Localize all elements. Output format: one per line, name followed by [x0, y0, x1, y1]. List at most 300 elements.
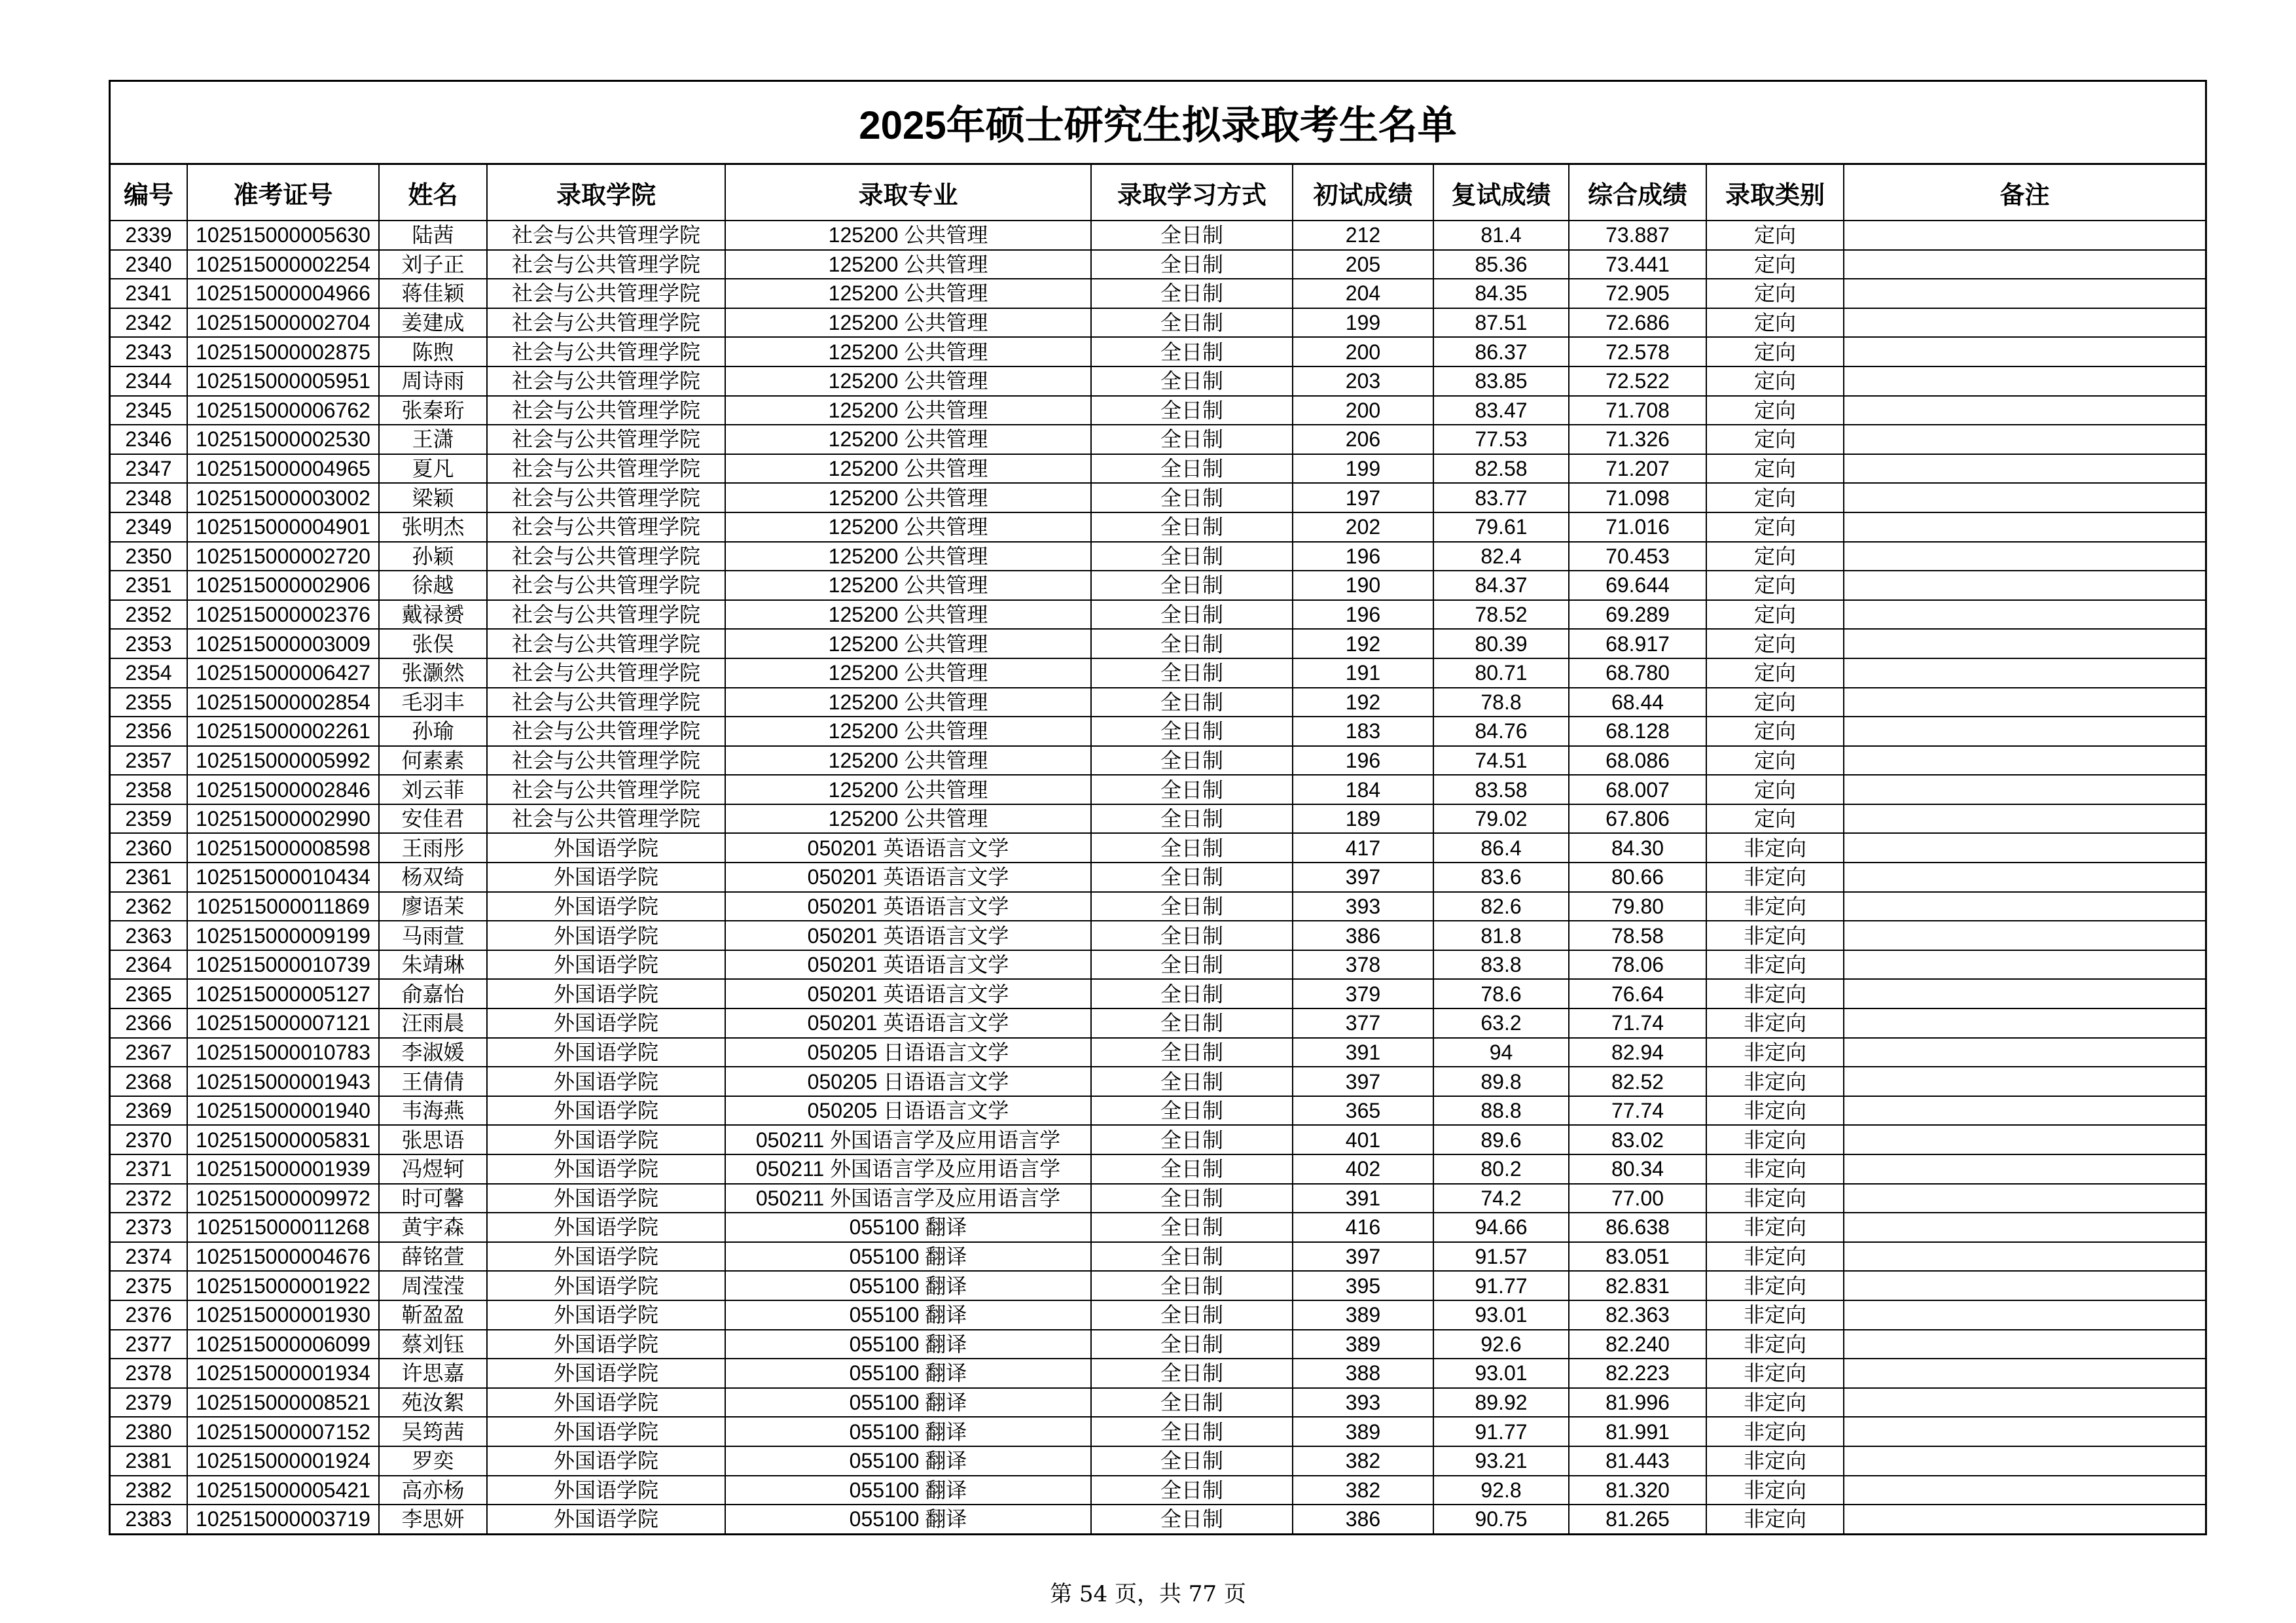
- cell-total-score: 73.887: [1569, 221, 1706, 250]
- cell-initial-score: 386: [1293, 921, 1433, 950]
- cell-college: 社会与公共管理学院: [487, 366, 725, 396]
- cell-retest-score: 80.39: [1433, 629, 1569, 658]
- cell-major: 050201 英语语言文学: [725, 833, 1091, 863]
- cell-college: 社会与公共管理学院: [487, 600, 725, 630]
- cell-major: 055100 翻译: [725, 1417, 1091, 1446]
- cell-name: 周滢滢: [379, 1271, 487, 1300]
- cell-category: 定向: [1706, 221, 1844, 250]
- cell-major: 055100 翻译: [725, 1271, 1091, 1300]
- cell-total-score: 71.098: [1569, 483, 1706, 512]
- cell-major: 055100 翻译: [725, 1446, 1091, 1476]
- cell-remarks: [1844, 658, 2205, 688]
- cell-retest-score: 93.21: [1433, 1446, 1569, 1476]
- cell-study-mode: 全日制: [1091, 1067, 1293, 1096]
- cell-name: 韦海燕: [379, 1096, 487, 1126]
- cell-initial-score: 416: [1293, 1213, 1433, 1242]
- cell-initial-score: 378: [1293, 950, 1433, 980]
- cell-college: 社会与公共管理学院: [487, 571, 725, 600]
- cell-initial-score: 189: [1293, 804, 1433, 834]
- table-row: [111, 1213, 2205, 1242]
- cell-college: 外国语学院: [487, 1125, 725, 1154]
- cell-exam-id: 102515000003002: [187, 483, 379, 512]
- cell-exam-id: 102515000007152: [187, 1417, 379, 1446]
- table-row: [111, 396, 2205, 425]
- cell-total-score: 81.320: [1569, 1476, 1706, 1505]
- cell-initial-score: 388: [1293, 1359, 1433, 1388]
- cell-initial-score: 417: [1293, 833, 1433, 863]
- cell-major: 125200 公共管理: [725, 688, 1091, 717]
- cell-total-score: 72.686: [1569, 308, 1706, 338]
- cell-major: 125200 公共管理: [725, 337, 1091, 366]
- cell-initial-score: 401: [1293, 1125, 1433, 1154]
- cell-college: 社会与公共管理学院: [487, 279, 725, 308]
- table-row: [111, 863, 2205, 892]
- cell-name: 姜建成: [379, 308, 487, 338]
- cell-retest-score: 86.37: [1433, 337, 1569, 366]
- cell-category: 定向: [1706, 483, 1844, 512]
- cell-name: 时可馨: [379, 1184, 487, 1213]
- cell-name: 俞嘉怡: [379, 979, 487, 1008]
- cell-name: 廖语茉: [379, 892, 487, 921]
- cell-number: 2379: [111, 1388, 187, 1418]
- cell-major: 055100 翻译: [725, 1300, 1091, 1330]
- cell-category: 定向: [1706, 775, 1844, 804]
- cell-study-mode: 全日制: [1091, 892, 1293, 921]
- cell-number: 2378: [111, 1359, 187, 1388]
- cell-college: 外国语学院: [487, 1242, 725, 1272]
- cell-exam-id: 102515000004901: [187, 512, 379, 542]
- cell-number: 2372: [111, 1184, 187, 1213]
- cell-total-score: 80.66: [1569, 863, 1706, 892]
- cell-major: 050201 英语语言文学: [725, 863, 1091, 892]
- cell-retest-score: 84.37: [1433, 571, 1569, 600]
- cell-exam-id: 102515000008521: [187, 1388, 379, 1418]
- cell-retest-score: 88.8: [1433, 1096, 1569, 1126]
- cell-remarks: [1844, 804, 2205, 834]
- cell-exam-id: 102515000010783: [187, 1038, 379, 1067]
- cell-exam-id: 102515000005421: [187, 1476, 379, 1505]
- cell-study-mode: 全日制: [1091, 1271, 1293, 1300]
- cell-number: 2375: [111, 1271, 187, 1300]
- cell-category: 定向: [1706, 717, 1844, 746]
- cell-category: 非定向: [1706, 1008, 1844, 1038]
- cell-study-mode: 全日制: [1091, 337, 1293, 366]
- cell-retest-score: 85.36: [1433, 250, 1569, 279]
- cell-category: 非定向: [1706, 1213, 1844, 1242]
- cell-name: 朱靖琳: [379, 950, 487, 980]
- cell-remarks: [1844, 1038, 2205, 1067]
- cell-study-mode: 全日制: [1091, 1242, 1293, 1272]
- cell-exam-id: 102515000002261: [187, 717, 379, 746]
- cell-number: 2371: [111, 1154, 187, 1184]
- admission-table: [111, 165, 2205, 1533]
- table-row: [111, 804, 2205, 834]
- cell-college: 社会与公共管理学院: [487, 337, 725, 366]
- cell-name: 安佳君: [379, 804, 487, 834]
- cell-category: 定向: [1706, 454, 1844, 484]
- cell-exam-id: 102515000002254: [187, 250, 379, 279]
- cell-college: 社会与公共管理学院: [487, 658, 725, 688]
- cell-category: 非定向: [1706, 833, 1844, 863]
- cell-remarks: [1844, 717, 2205, 746]
- cell-major: 055100 翻译: [725, 1213, 1091, 1242]
- cell-initial-score: 192: [1293, 688, 1433, 717]
- cell-initial-score: 197: [1293, 483, 1433, 512]
- cell-category: 非定向: [1706, 1476, 1844, 1505]
- cell-name: 张明杰: [379, 512, 487, 542]
- cell-remarks: [1844, 688, 2205, 717]
- cell-retest-score: 83.6: [1433, 863, 1569, 892]
- cell-name: 罗奕: [379, 1446, 487, 1476]
- cell-study-mode: 全日制: [1091, 921, 1293, 950]
- cell-number: 2377: [111, 1330, 187, 1359]
- cell-study-mode: 全日制: [1091, 308, 1293, 338]
- cell-retest-score: 77.53: [1433, 425, 1569, 454]
- cell-exam-id: 102515000002530: [187, 425, 379, 454]
- cell-retest-score: 63.2: [1433, 1008, 1569, 1038]
- cell-major: 050201 英语语言文学: [725, 950, 1091, 980]
- cell-retest-score: 82.6: [1433, 892, 1569, 921]
- cell-exam-id: 102515000009199: [187, 921, 379, 950]
- cell-category: 定向: [1706, 308, 1844, 338]
- table-row: [111, 1271, 2205, 1300]
- cell-total-score: 86.638: [1569, 1213, 1706, 1242]
- cell-name: 刘云菲: [379, 775, 487, 804]
- cell-name: 马雨萱: [379, 921, 487, 950]
- cell-category: 非定向: [1706, 892, 1844, 921]
- cell-initial-score: 199: [1293, 308, 1433, 338]
- cell-retest-score: 83.8: [1433, 950, 1569, 980]
- cell-remarks: [1844, 892, 2205, 921]
- cell-remarks: [1844, 1359, 2205, 1388]
- cell-category: 非定向: [1706, 950, 1844, 980]
- cell-total-score: 69.644: [1569, 571, 1706, 600]
- table-row: [111, 512, 2205, 542]
- cell-remarks: [1844, 1008, 2205, 1038]
- cell-total-score: 81.265: [1569, 1505, 1706, 1533]
- cell-category: 非定向: [1706, 1096, 1844, 1126]
- table-row: [111, 921, 2205, 950]
- header-remarks: 备注: [1844, 165, 2205, 221]
- cell-exam-id: 102515000006762: [187, 396, 379, 425]
- cell-major: 050205 日语语言文学: [725, 1096, 1091, 1126]
- cell-major: 125200 公共管理: [725, 279, 1091, 308]
- cell-remarks: [1844, 1125, 2205, 1154]
- table-row: [111, 366, 2205, 396]
- cell-study-mode: 全日制: [1091, 366, 1293, 396]
- cell-retest-score: 89.8: [1433, 1067, 1569, 1096]
- cell-retest-score: 86.4: [1433, 833, 1569, 863]
- cell-category: 非定向: [1706, 1067, 1844, 1096]
- cell-study-mode: 全日制: [1091, 1476, 1293, 1505]
- cell-study-mode: 全日制: [1091, 1359, 1293, 1388]
- cell-name: 李思妍: [379, 1505, 487, 1533]
- cell-number: 2340: [111, 250, 187, 279]
- cell-category: 定向: [1706, 629, 1844, 658]
- cell-name: 何素素: [379, 746, 487, 776]
- cell-number: 2351: [111, 571, 187, 600]
- cell-exam-id: 102515000002906: [187, 571, 379, 600]
- cell-number: 2367: [111, 1038, 187, 1067]
- cell-total-score: 69.289: [1569, 600, 1706, 630]
- cell-study-mode: 全日制: [1091, 221, 1293, 250]
- cell-college: 外国语学院: [487, 1330, 725, 1359]
- cell-remarks: [1844, 571, 2205, 600]
- cell-retest-score: 81.8: [1433, 921, 1569, 950]
- cell-retest-score: 93.01: [1433, 1300, 1569, 1330]
- cell-remarks: [1844, 1067, 2205, 1096]
- cell-initial-score: 393: [1293, 1388, 1433, 1418]
- cell-retest-score: 83.47: [1433, 396, 1569, 425]
- cell-name: 薛铭萱: [379, 1242, 487, 1272]
- cell-number: 2341: [111, 279, 187, 308]
- cell-remarks: [1844, 1154, 2205, 1184]
- cell-initial-score: 190: [1293, 571, 1433, 600]
- cell-initial-score: 183: [1293, 717, 1433, 746]
- cell-study-mode: 全日制: [1091, 1330, 1293, 1359]
- cell-college: 社会与公共管理学院: [487, 425, 725, 454]
- cell-major: 050205 日语语言文学: [725, 1067, 1091, 1096]
- cell-remarks: [1844, 775, 2205, 804]
- cell-total-score: 72.522: [1569, 366, 1706, 396]
- cell-category: 非定向: [1706, 1446, 1844, 1476]
- cell-college: 外国语学院: [487, 1505, 725, 1533]
- cell-retest-score: 78.6: [1433, 979, 1569, 1008]
- cell-number: 2370: [111, 1125, 187, 1154]
- table-row: [111, 600, 2205, 630]
- cell-exam-id: 102515000002720: [187, 542, 379, 571]
- cell-name: 陆茜: [379, 221, 487, 250]
- table-row: [111, 746, 2205, 776]
- cell-college: 外国语学院: [487, 1213, 725, 1242]
- cell-exam-id: 102515000005127: [187, 979, 379, 1008]
- cell-college: 社会与公共管理学院: [487, 746, 725, 776]
- header-retest-score: 复试成绩: [1433, 165, 1569, 221]
- cell-exam-id: 102515000005992: [187, 746, 379, 776]
- cell-exam-id: 102515000003009: [187, 629, 379, 658]
- cell-number: 2347: [111, 454, 187, 484]
- cell-initial-score: 203: [1293, 366, 1433, 396]
- cell-retest-score: 78.8: [1433, 688, 1569, 717]
- header-initial-score: 初试成绩: [1293, 165, 1433, 221]
- cell-major: 125200 公共管理: [725, 250, 1091, 279]
- table-row: [111, 483, 2205, 512]
- table-header-row: [111, 165, 2205, 221]
- table-row: [111, 979, 2205, 1008]
- cell-college: 外国语学院: [487, 1271, 725, 1300]
- table-row: [111, 1300, 2205, 1330]
- cell-exam-id: 102515000001943: [187, 1067, 379, 1096]
- cell-category: 定向: [1706, 425, 1844, 454]
- cell-remarks: [1844, 512, 2205, 542]
- header-category: 录取类别: [1706, 165, 1844, 221]
- cell-remarks: [1844, 221, 2205, 250]
- cell-college: 社会与公共管理学院: [487, 542, 725, 571]
- cell-total-score: 78.06: [1569, 950, 1706, 980]
- cell-total-score: 72.578: [1569, 337, 1706, 366]
- cell-study-mode: 全日制: [1091, 863, 1293, 892]
- cell-total-score: 68.917: [1569, 629, 1706, 658]
- cell-total-score: 81.991: [1569, 1417, 1706, 1446]
- cell-total-score: 82.52: [1569, 1067, 1706, 1096]
- cell-exam-id: 102515000005831: [187, 1125, 379, 1154]
- cell-college: 外国语学院: [487, 1417, 725, 1446]
- table-row: [111, 717, 2205, 746]
- cell-total-score: 71.207: [1569, 454, 1706, 484]
- cell-exam-id: 102515000006099: [187, 1330, 379, 1359]
- cell-exam-id: 102515000001939: [187, 1154, 379, 1184]
- cell-category: 定向: [1706, 366, 1844, 396]
- cell-study-mode: 全日制: [1091, 396, 1293, 425]
- table-row: [111, 1184, 2205, 1213]
- cell-remarks: [1844, 366, 2205, 396]
- cell-name: 王雨彤: [379, 833, 487, 863]
- cell-number: 2383: [111, 1505, 187, 1533]
- cell-exam-id: 102515000001922: [187, 1271, 379, 1300]
- cell-remarks: [1844, 1242, 2205, 1272]
- cell-major: 055100 翻译: [725, 1388, 1091, 1418]
- cell-retest-score: 84.76: [1433, 717, 1569, 746]
- table-row: [111, 454, 2205, 484]
- cell-major: 050201 英语语言文学: [725, 921, 1091, 950]
- cell-remarks: [1844, 454, 2205, 484]
- cell-total-score: 83.051: [1569, 1242, 1706, 1272]
- cell-name: 吴筠茜: [379, 1417, 487, 1446]
- cell-retest-score: 82.4: [1433, 542, 1569, 571]
- cell-remarks: [1844, 308, 2205, 338]
- cell-number: 2358: [111, 775, 187, 804]
- cell-number: 2363: [111, 921, 187, 950]
- table-row: [111, 950, 2205, 980]
- cell-category: 定向: [1706, 512, 1844, 542]
- cell-initial-score: 202: [1293, 512, 1433, 542]
- cell-college: 外国语学院: [487, 1184, 725, 1213]
- cell-retest-score: 93.01: [1433, 1359, 1569, 1388]
- cell-category: 定向: [1706, 337, 1844, 366]
- header-number: 编号: [111, 165, 187, 221]
- table-row: [111, 337, 2205, 366]
- cell-retest-score: 83.85: [1433, 366, 1569, 396]
- cell-total-score: 71.326: [1569, 425, 1706, 454]
- cell-name: 夏凡: [379, 454, 487, 484]
- cell-major: 125200 公共管理: [725, 804, 1091, 834]
- cell-major: 125200 公共管理: [725, 629, 1091, 658]
- cell-college: 外国语学院: [487, 1446, 725, 1476]
- cell-college: 社会与公共管理学院: [487, 629, 725, 658]
- cell-name: 许思嘉: [379, 1359, 487, 1388]
- cell-remarks: [1844, 600, 2205, 630]
- cell-initial-score: 191: [1293, 658, 1433, 688]
- table-row: [111, 1242, 2205, 1272]
- cell-category: 非定向: [1706, 1417, 1844, 1446]
- table-row: [111, 688, 2205, 717]
- cell-number: 2356: [111, 717, 187, 746]
- cell-college: 社会与公共管理学院: [487, 250, 725, 279]
- table-row: [111, 1388, 2205, 1418]
- cell-study-mode: 全日制: [1091, 658, 1293, 688]
- cell-remarks: [1844, 425, 2205, 454]
- cell-college: 社会与公共管理学院: [487, 454, 725, 484]
- cell-total-score: 84.30: [1569, 833, 1706, 863]
- cell-name: 毛羽丰: [379, 688, 487, 717]
- cell-remarks: [1844, 542, 2205, 571]
- cell-major: 125200 公共管理: [725, 746, 1091, 776]
- table-body: [111, 221, 2205, 1533]
- cell-category: 非定向: [1706, 1242, 1844, 1272]
- cell-major: 055100 翻译: [725, 1476, 1091, 1505]
- cell-remarks: [1844, 250, 2205, 279]
- cell-remarks: [1844, 337, 2205, 366]
- cell-total-score: 78.58: [1569, 921, 1706, 950]
- cell-major: 125200 公共管理: [725, 571, 1091, 600]
- cell-college: 外国语学院: [487, 979, 725, 1008]
- cell-initial-score: 184: [1293, 775, 1433, 804]
- cell-initial-score: 395: [1293, 1271, 1433, 1300]
- table-row: [111, 308, 2205, 338]
- cell-total-score: 73.441: [1569, 250, 1706, 279]
- cell-initial-score: 199: [1293, 454, 1433, 484]
- cell-major: 050211 外国语言学及应用语言学: [725, 1184, 1091, 1213]
- cell-number: 2349: [111, 512, 187, 542]
- cell-name: 张灏然: [379, 658, 487, 688]
- cell-initial-score: 397: [1293, 1067, 1433, 1096]
- cell-study-mode: 全日制: [1091, 688, 1293, 717]
- cell-remarks: [1844, 483, 2205, 512]
- table-row: [111, 629, 2205, 658]
- cell-name: 孙颖: [379, 542, 487, 571]
- table-row: [111, 892, 2205, 921]
- cell-initial-score: 382: [1293, 1476, 1433, 1505]
- cell-initial-score: 200: [1293, 396, 1433, 425]
- cell-category: 非定向: [1706, 921, 1844, 950]
- cell-retest-score: 83.58: [1433, 775, 1569, 804]
- cell-college: 外国语学院: [487, 1359, 725, 1388]
- cell-study-mode: 全日制: [1091, 1038, 1293, 1067]
- cell-study-mode: 全日制: [1091, 979, 1293, 1008]
- table-row: [111, 1417, 2205, 1446]
- table-row: [111, 1476, 2205, 1505]
- header-college: 录取学院: [487, 165, 725, 221]
- table-row: [111, 1154, 2205, 1184]
- table-row: [111, 1446, 2205, 1476]
- cell-retest-score: 91.77: [1433, 1271, 1569, 1300]
- cell-retest-score: 92.8: [1433, 1476, 1569, 1505]
- cell-name: 靳盈盈: [379, 1300, 487, 1330]
- cell-study-mode: 全日制: [1091, 512, 1293, 542]
- cell-number: 2369: [111, 1096, 187, 1126]
- cell-number: 2346: [111, 425, 187, 454]
- cell-study-mode: 全日制: [1091, 1388, 1293, 1418]
- cell-remarks: [1844, 1330, 2205, 1359]
- cell-number: 2344: [111, 366, 187, 396]
- cell-college: 社会与公共管理学院: [487, 308, 725, 338]
- cell-remarks: [1844, 1213, 2205, 1242]
- cell-retest-score: 79.02: [1433, 804, 1569, 834]
- cell-major: 125200 公共管理: [725, 600, 1091, 630]
- cell-remarks: [1844, 1446, 2205, 1476]
- cell-total-score: 81.996: [1569, 1388, 1706, 1418]
- cell-total-score: 83.02: [1569, 1125, 1706, 1154]
- cell-name: 蔡刘钰: [379, 1330, 487, 1359]
- cell-total-score: 71.016: [1569, 512, 1706, 542]
- cell-college: 外国语学院: [487, 1067, 725, 1096]
- cell-number: 2359: [111, 804, 187, 834]
- cell-remarks: [1844, 833, 2205, 863]
- cell-initial-score: 393: [1293, 892, 1433, 921]
- cell-number: 2343: [111, 337, 187, 366]
- cell-remarks: [1844, 950, 2205, 980]
- cell-number: 2352: [111, 600, 187, 630]
